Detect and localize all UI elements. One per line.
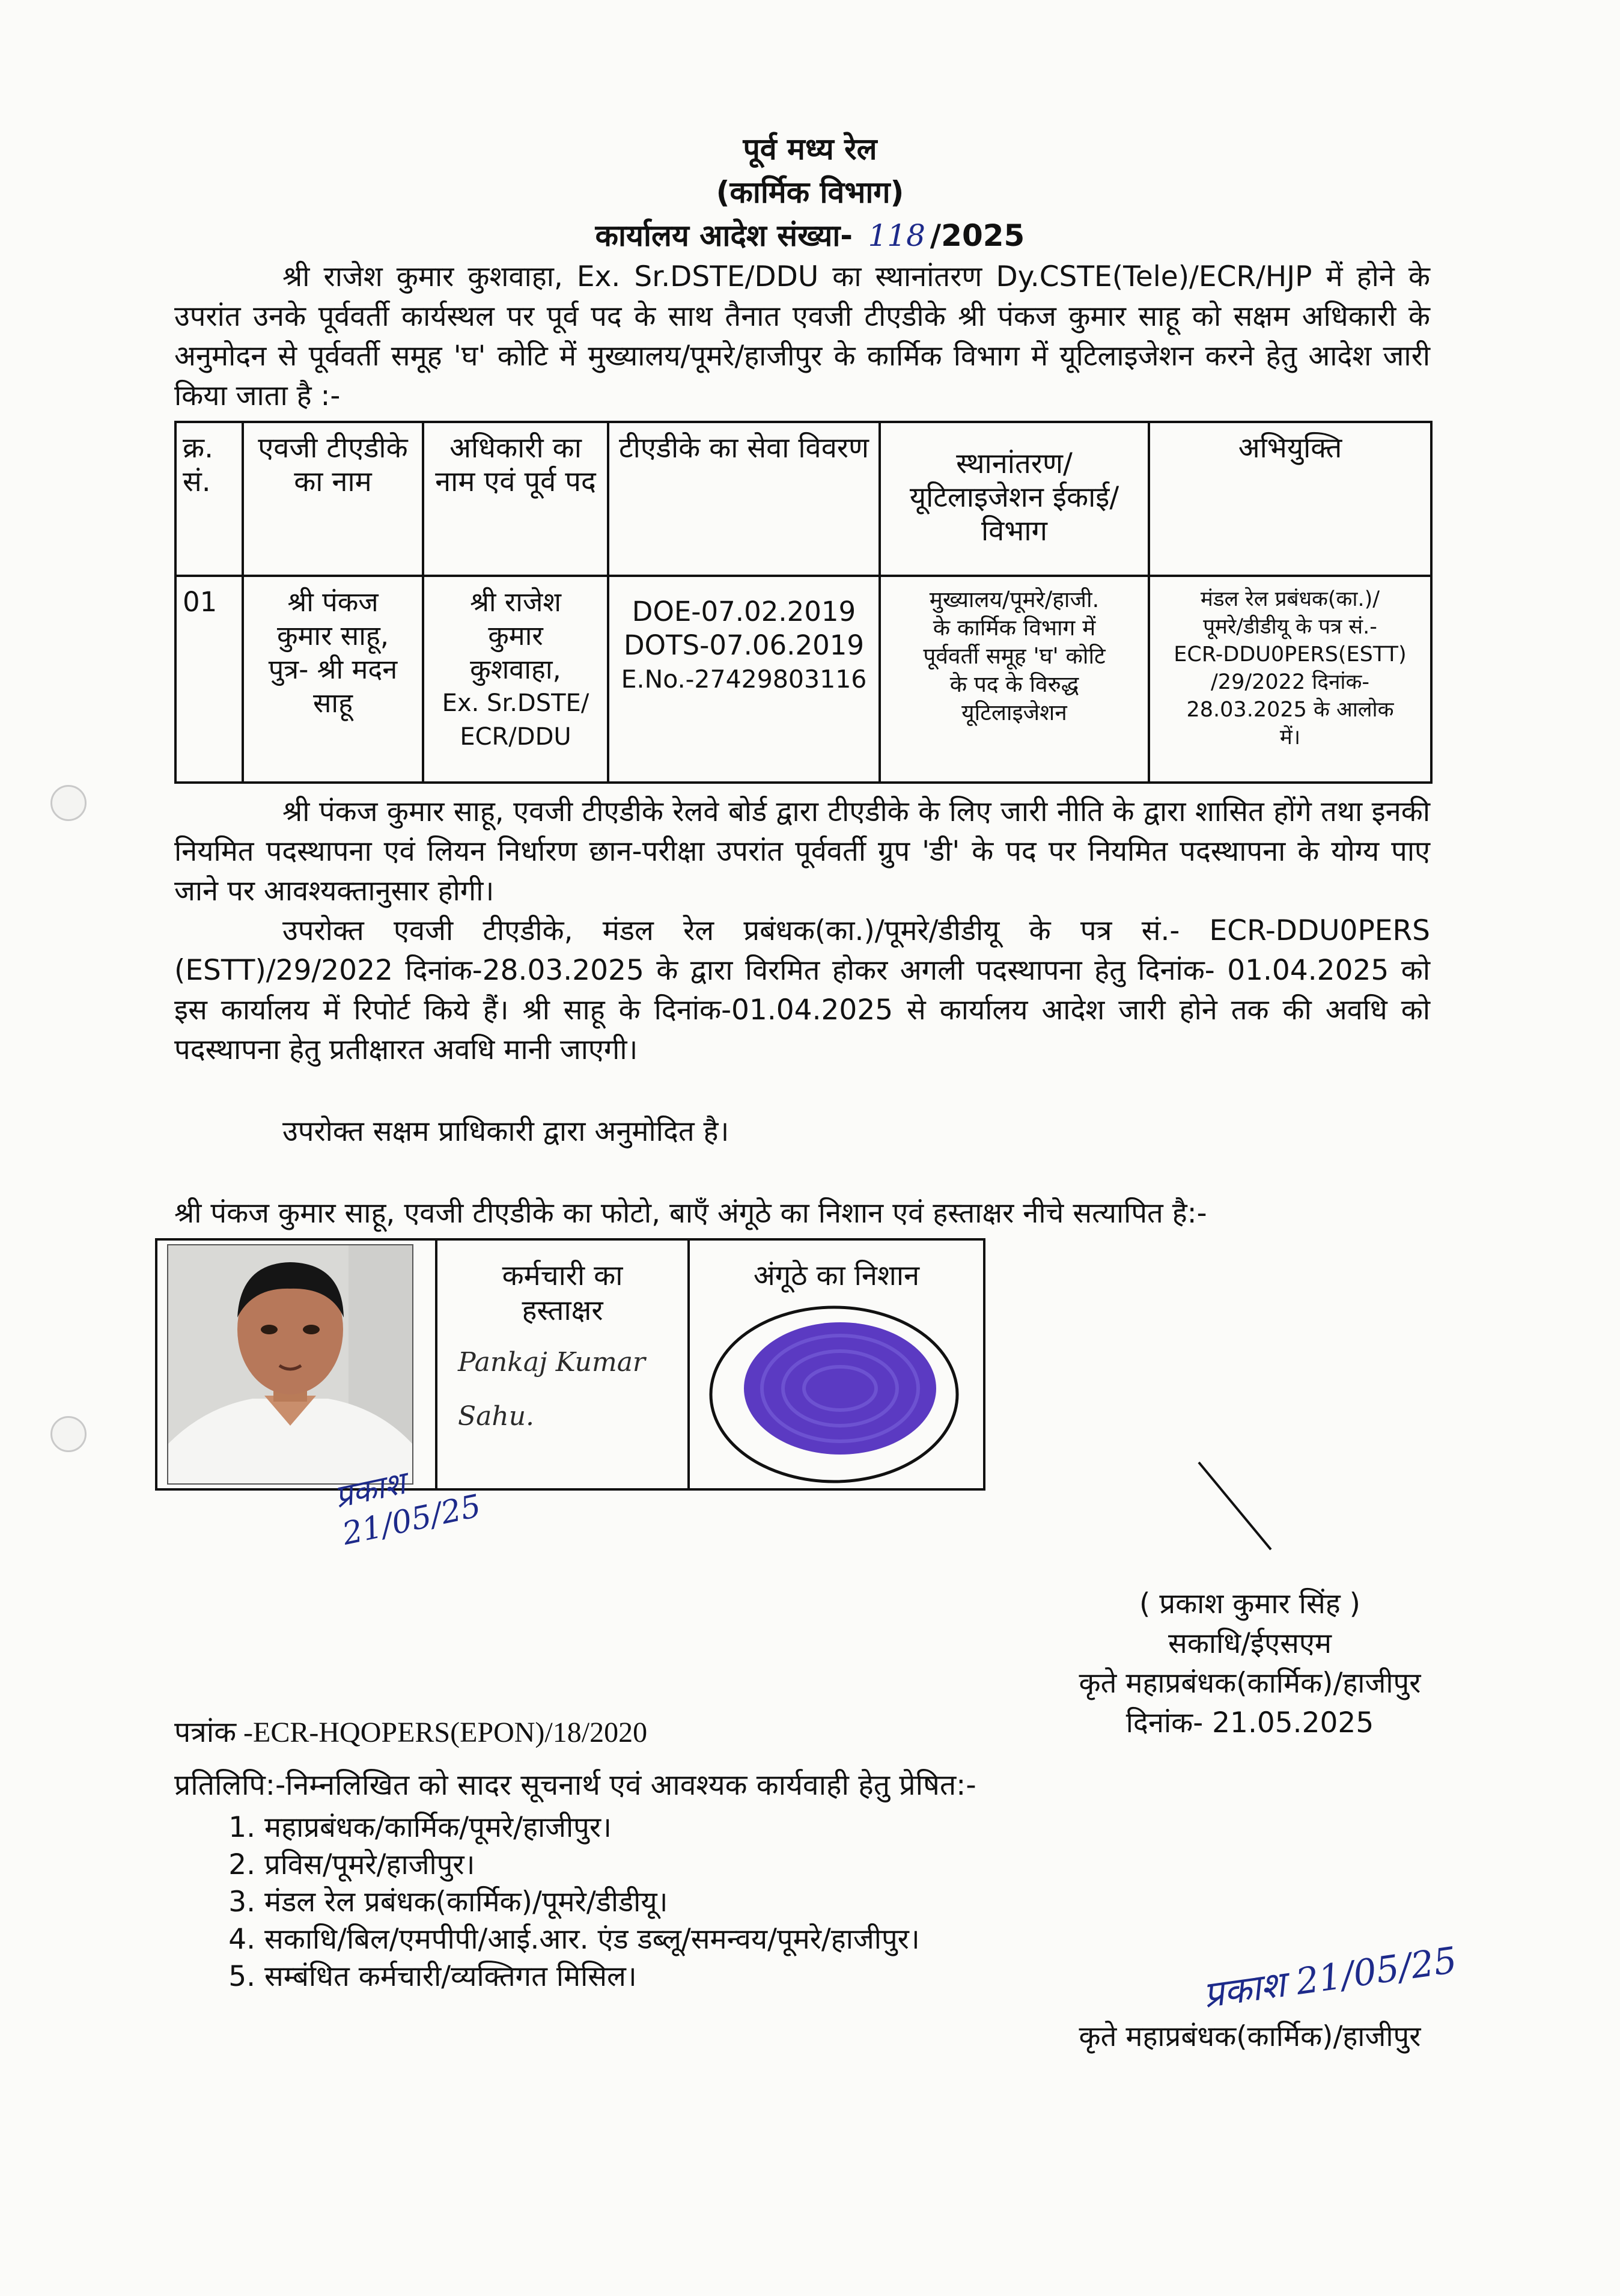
- punch-hole-bottom: [50, 1416, 87, 1452]
- header-service: टीएडीके का सेवा विवरण: [608, 422, 880, 576]
- copy-list: [216, 1809, 920, 1995]
- unit-line: यूटिलाइजेशन: [961, 700, 1067, 725]
- list-item: 3. मंडल रेल प्रबंधक(कार्मिक)/पूमरे/डीडीयू।: [264, 1884, 920, 1921]
- unit-line: के पद के विरुद्ध: [949, 671, 1079, 697]
- officer-line: Ex. Sr.DSTE/: [442, 689, 589, 717]
- cell-name: [243, 576, 423, 783]
- officer-line: ECR/DDU: [460, 723, 571, 751]
- service-line: DOE-07.02.2019: [632, 596, 856, 627]
- employee-signature: Pankaj Kumar Sahu.: [458, 1347, 645, 1432]
- reference-number: पत्रांक -ECR-HQOPERS(EPON)/18/2020: [174, 1717, 648, 1748]
- list-item: 5. सम्बंधित कर्मचारी/व्यक्तिगत मिसिल।: [264, 1958, 920, 1995]
- unit-line: के कार्मिक विभाग में: [933, 615, 1096, 641]
- remarks-line: ECR-DDU0PERS(ESTT): [1174, 643, 1407, 667]
- list-item: 2. प्रविस/पूमरे/हाजीपुर।: [264, 1846, 920, 1884]
- employee-photo-image: [168, 1245, 412, 1483]
- cell-unit: [880, 576, 1149, 783]
- header-name: एवजी टीएडीके का नाम: [243, 422, 423, 576]
- policy-paragraph: श्री पंकज कुमार साहू, एवजी टीएडीके रेलवे बोर्ड द्वारा टीएडीके के लिए जारी नीति के द्वारा शासित होंगे तथा इनकी नियमित पदस्थापना एवं लियन निर्धारण छान-परीक्षा उपरांत पूर्ववर्ती ग्रुप 'डी' के पद पर नियमित पदस्थापना के योग्य पाए जाने पर आवश्यक्तानुसार होगी।: [174, 795, 1430, 908]
- header-unit: स्थानांतरण/ यूटिलाइजेशन ईकाई/विभाग: [880, 422, 1149, 576]
- remarks-line: में।: [1279, 725, 1301, 750]
- signatory-block: [1040, 1584, 1460, 1743]
- table-header-row: [175, 422, 1431, 576]
- header-officer: अधिकारी का नाम एवं पूर्व पद: [423, 422, 608, 576]
- service-line: E.No.-27429803116: [621, 665, 867, 694]
- name-line: साहू: [313, 687, 353, 719]
- order-table: [174, 421, 1433, 784]
- remarks-line: पूमरे/डीडीयू के पत्र सं.-: [1203, 615, 1377, 639]
- dept-title: (कार्मिक विभाग): [716, 175, 904, 210]
- service-line: DOTS-07.06.2019: [623, 629, 864, 661]
- order-label: कार्यालय आदेश संख्या-: [595, 218, 853, 253]
- unit-line: मुख्यालय/पूमरे/हाजी.: [929, 587, 1100, 612]
- verification-text: श्री पंकज कुमार साहू, एवजी टीएडीके का फोटो, बाएँ अंगूठे का निशान एवं हस्ताक्षर नीचे सत्यापित है:-: [174, 1197, 1207, 1230]
- remarks-line: मंडल रेल प्रबंधक(का.)/: [1200, 587, 1380, 611]
- officer-line: कुशवाहा,: [470, 653, 561, 685]
- name-line: कुमार साहू,: [276, 620, 389, 652]
- header-remarks: अभियुक्ति: [1149, 422, 1431, 576]
- signatory-for: कृते महाप्रबंधक(कार्मिक)/हाजीपुर: [1079, 1667, 1421, 1700]
- list-item: 1. महाप्रबंधक/कार्मिक/पूमरे/हाजीपुर।: [264, 1809, 920, 1846]
- org-title: पूर्व मध्य रेल: [743, 132, 877, 166]
- copy-label: प्रतिलिपि:-निम्नलिखित को सादर सूचनार्थ एवं आवश्यक कार्यवाही हेतु प्रेषित:-: [174, 1768, 976, 1802]
- remarks-line: 28.03.2025 के आलोक: [1186, 698, 1394, 722]
- remarks-line: /29/2022 दिनांक-: [1211, 670, 1369, 694]
- unit-line: पूर्ववर्ती समूह 'घ' कोटि: [923, 643, 1106, 669]
- cell-service: [608, 576, 880, 783]
- margin-slash: [1196, 1459, 1280, 1556]
- approval-paragraph: उपरोक्त सक्षम प्राधिकारी द्वारा अनुमोदित है।: [282, 1115, 729, 1148]
- cell-sno: 01: [175, 576, 243, 783]
- thumb-label: अंगूठे का निशान: [753, 1259, 920, 1292]
- name-line: पुत्र- श्री मदन: [268, 653, 398, 685]
- attestation-initials: प्रकाश 21/05/25: [331, 1465, 484, 1553]
- order-number-line: [0, 214, 1620, 255]
- header-sno: क्र. सं.: [175, 422, 243, 576]
- name-line: श्री पंकज: [287, 586, 379, 618]
- signatory-date: दिनांक- 21.05.2025: [1125, 1706, 1374, 1739]
- table-row: [175, 576, 1431, 783]
- officer-line: श्री राजेश: [470, 586, 561, 618]
- employee-photo: [167, 1244, 413, 1485]
- intro-paragraph: श्री राजेश कुमार कुशवाहा, Ex. Sr.DSTE/DDU का स्थानांतरण Dy.CSTE(Tele)/ECR/HJP में होने के उपरांत उनके पूर्ववर्ती कार्यस्थल पर पूर्व पद के साथ तैनात एवजी टीएडीके श्री पंकज कुमार साहू को सक्षम अधिकारी के अनुमोदन से पूर्ववर्ती समूह 'घ' कोटि में मुख्यालय/पूमरे/हाजीपुर के कार्मिक विभाग में यूटिलाइजेशन करने हेतु आदेश जारी किया जाता है :-: [174, 260, 1430, 412]
- thumb-impression: [702, 1298, 966, 1491]
- officer-line: कुमार: [488, 620, 543, 652]
- signatory-name: ( प्रकाश कुमार सिंह ): [1139, 1587, 1360, 1620]
- punch-hole-top: [50, 785, 87, 821]
- relieving-paragraph: उपरोक्त एवजी टीएडीके, मंडल रेल प्रबंधक(का.)/पूमरे/डीडीयू के पत्र सं.- ECR-DDU0PERS (ESTT)/29/2022 दिनांक-28.03.2025 के द्वारा विरमित होकर अगली पदस्थापना हेतु दिनांक- 01.04.2025 को इस कार्यालय में रिपोर्ट किये हैं। श्री साहू के दिनांक-01.04.2025 से कार्यालय आदेश जारी होने तक की अवधि को पदस्थापना हेतु प्रतीक्षारत अवधि मानी जाएगी।: [174, 914, 1430, 1066]
- order-year: /2025: [930, 218, 1025, 253]
- bottom-for: कृते महाप्रबंधक(कार्मिक)/हाजीपुर: [1079, 2020, 1421, 2053]
- bottom-initials: प्रकाश 21/05/25: [1201, 1939, 1460, 2017]
- signature-label: कर्मचारी का हस्ताक्षर: [502, 1259, 623, 1327]
- order-number: 118: [868, 218, 925, 253]
- cell-officer: [423, 576, 608, 783]
- cell-remarks: [1149, 576, 1431, 783]
- signatory-designation: सकाधि/ईएसएम: [1168, 1627, 1332, 1660]
- list-item: 4. सकाधि/बिल/एमपीपी/आई.आर. एंड डब्लू/समन्वय/पूमरे/हाजीपुर।: [264, 1921, 920, 1958]
